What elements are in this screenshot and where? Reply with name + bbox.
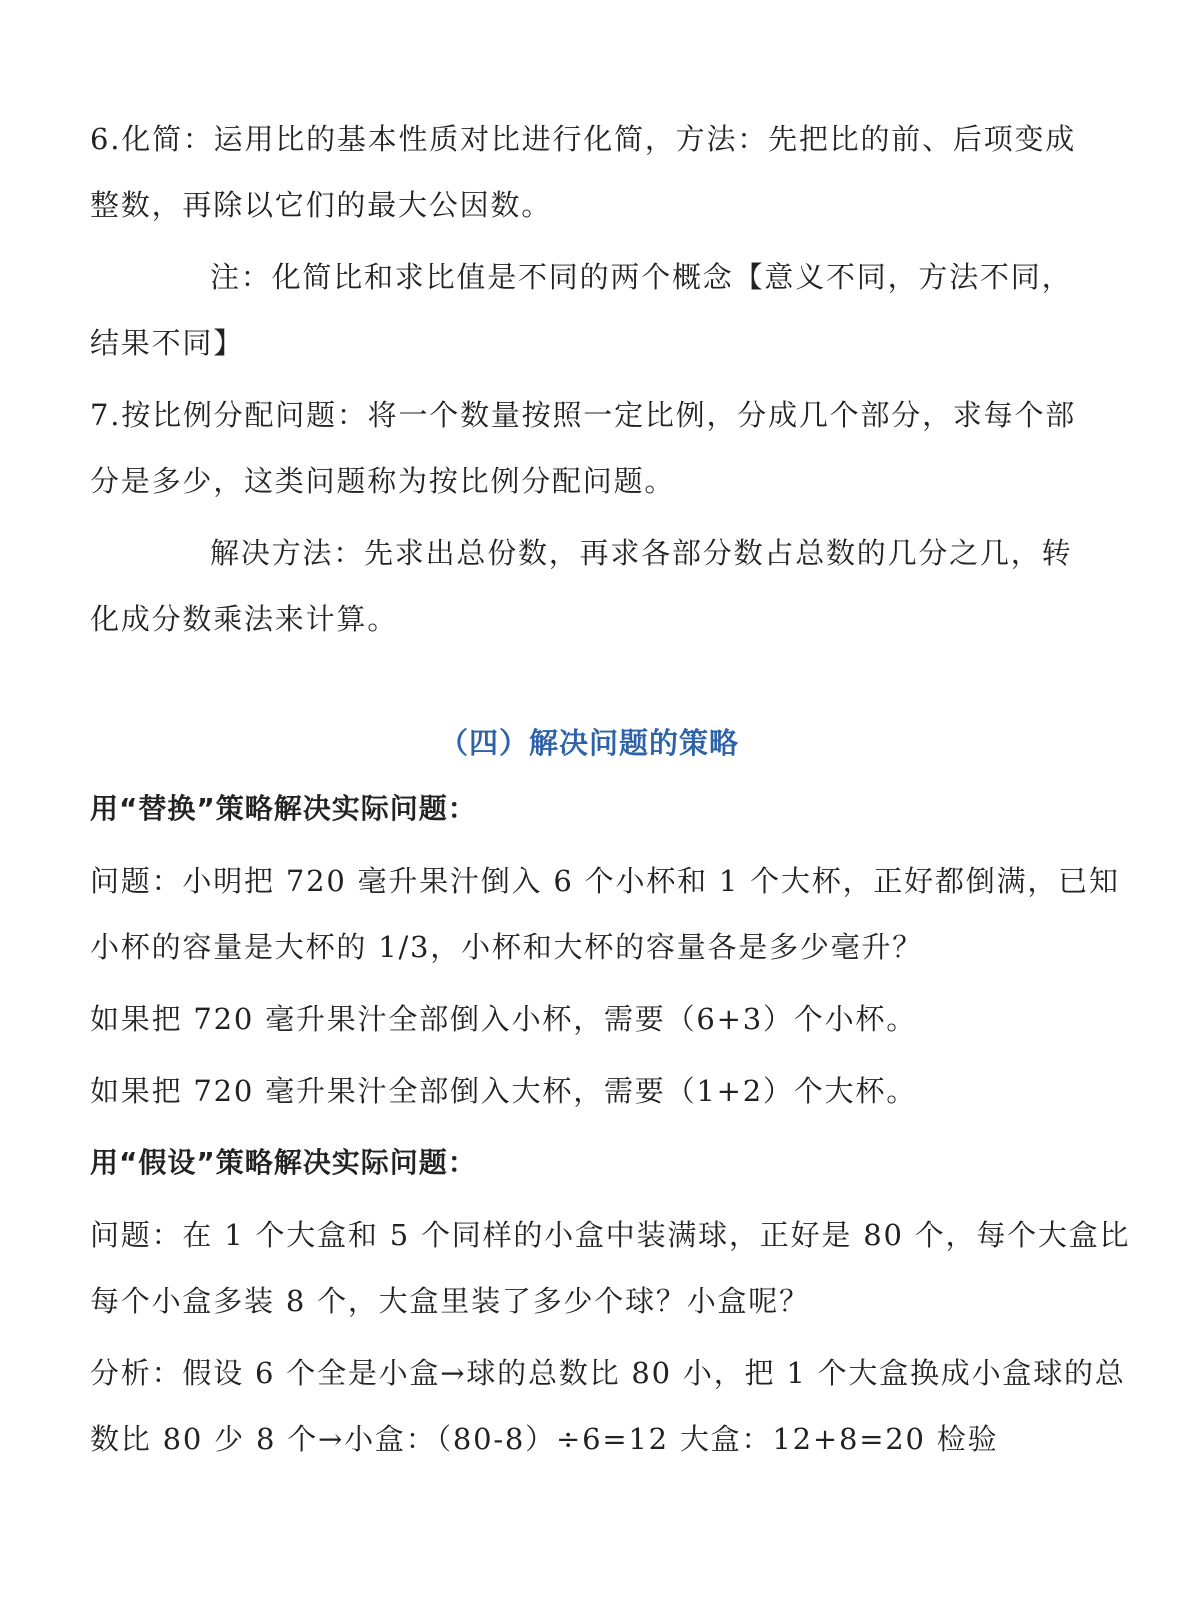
section7-method-line1: 解决方法：先求出总份数，再求各部分数占总数的几分之几，转	[210, 536, 1073, 570]
assume-problem-line2: 每个小盒多装 8 个，大盒里装了多少个球？小盒呢？	[90, 1284, 810, 1318]
replace-problem-line2: 小杯的容量是大杯的 1/3，小杯和大杯的容量各是多少毫升？	[90, 930, 924, 964]
section6-line2: 整数，再除以它们的最大公因数。	[90, 188, 553, 222]
assume-analysis-line1: 分析：假设 6 个全是小盒→球的总数比 80 小，把 1 个大盒换成小盒球的总	[90, 1356, 1126, 1390]
replace-step1: 如果把 720 毫升果汁全部倒入小杯，需要（6+3）个小杯。	[90, 1002, 917, 1036]
section7-method-line2: 化成分数乘法来计算。	[90, 602, 399, 636]
section6-line1: 6.化简：运用比的基本性质对比进行化简，方法：先把比的前、后项变成	[90, 122, 1077, 156]
assume-analysis-line2: 数比 80 少 8 个→小盒：（80-8）÷6=12 大盒：12+8=20 检验	[90, 1422, 999, 1456]
replace-problem-line1: 问题：小明把 720 毫升果汁倒入 6 个小杯和 1 个大杯，正好都倒满，已知	[90, 864, 1120, 898]
replace-strategy-title: 用“替换”策略解决实际问题：	[90, 792, 477, 825]
section6-note-line2: 结果不同】	[90, 326, 245, 360]
assume-strategy-title: 用“假设”策略解决实际问题：	[90, 1146, 477, 1179]
section7-line2: 分是多少，这类问题称为按比例分配问题。	[90, 464, 676, 498]
assume-problem-line1: 问题：在 1 个大盒和 5 个同样的小盒中装满球，正好是 80 个，每个大盒比	[90, 1218, 1131, 1252]
replace-step2: 如果把 720 毫升果汁全部倒入大杯，需要（1+2）个大杯。	[90, 1074, 917, 1108]
section7-line1: 7.按比例分配问题：将一个数量按照一定比例，分成几个部分，求每个部	[90, 398, 1077, 432]
section-heading: （四）解决问题的策略	[438, 726, 739, 760]
section6-note-line1: 注：化简比和求比值是不同的两个概念【意义不同，方法不同，	[210, 260, 1073, 294]
